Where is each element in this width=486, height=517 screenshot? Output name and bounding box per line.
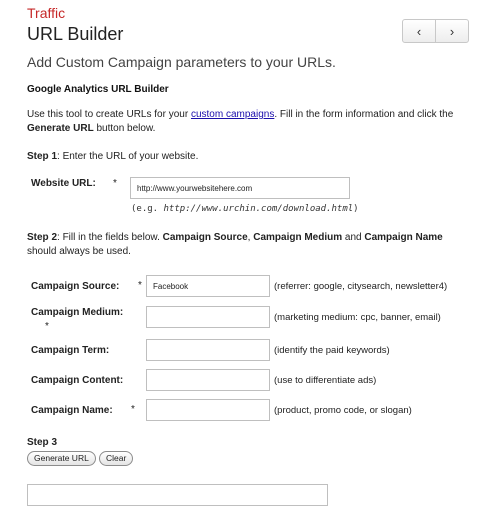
pager	[402, 19, 469, 43]
step2-medium-bold: Campaign Medium	[253, 232, 343, 243]
step2-name-bold: Campaign Name	[364, 232, 443, 243]
campaign-medium-label: Campaign Medium:	[31, 307, 124, 318]
intro-text	[27, 108, 472, 136]
tool-heading: Google Analytics URL Builder	[27, 84, 169, 95]
campaign-content-hint: (use to differentiate ads)	[274, 375, 377, 386]
chevron-left-icon[interactable]: ‹	[416, 23, 422, 39]
step2-heading	[27, 231, 472, 259]
website-url-input[interactable]	[130, 177, 350, 199]
website-url-example	[131, 204, 359, 214]
intro-before: Use this tool to create URLs for your	[27, 109, 191, 120]
step2-text-before: : Fill in the fields below.	[57, 232, 163, 243]
step1-text: : Enter the URL of your website.	[57, 151, 199, 162]
intro-middle: . Fill in the form information and click the	[274, 109, 454, 120]
step2-label: Step 2	[27, 232, 58, 243]
campaign-name-input[interactable]	[146, 399, 270, 421]
campaign-medium-required: *	[45, 321, 49, 332]
step1-label: Step 1	[27, 151, 58, 162]
campaign-medium-hint: (marketing medium: cpc, banner, email)	[274, 312, 441, 323]
campaign-source-label: Campaign Source:	[31, 281, 120, 292]
campaign-term-input[interactable]	[146, 339, 270, 361]
step3-label: Step 3	[27, 437, 58, 448]
campaign-medium-input[interactable]	[146, 306, 270, 328]
step3-heading	[27, 436, 57, 450]
campaign-term-label: Campaign Term:	[31, 345, 110, 356]
campaign-content-input[interactable]	[146, 369, 270, 391]
campaign-source-required: *	[138, 280, 142, 291]
generated-url-output[interactable]	[27, 484, 328, 506]
intro-after: button below.	[93, 123, 156, 134]
campaign-name-hint: (product, promo code, or slogan)	[274, 405, 412, 416]
website-url-label: Website URL:	[31, 178, 96, 189]
example-prefix: (e.g.	[131, 204, 164, 214]
website-url-required: *	[113, 178, 117, 189]
campaign-name-label: Campaign Name:	[31, 405, 113, 416]
page-subtitle: Add Custom Campaign parameters to your URLs.	[27, 54, 336, 70]
example-url: http://www.urchin.com/download.html	[163, 204, 354, 214]
step2-source-bold: Campaign Source	[162, 232, 248, 243]
intro-generate-bold: Generate URL	[27, 123, 94, 134]
clear-button[interactable]: Clear	[99, 451, 133, 466]
campaign-content-label: Campaign Content:	[31, 375, 124, 386]
page-title: URL Builder	[27, 24, 124, 44]
example-suffix: )	[353, 204, 359, 214]
campaign-name-required: *	[131, 404, 135, 415]
custom-campaigns-link[interactable]: custom campaigns	[190, 109, 275, 120]
campaign-source-hint: (referrer: google, citysearch, newsletter4)	[274, 281, 448, 292]
step2-and: and	[342, 232, 365, 243]
campaign-source-input[interactable]	[146, 275, 270, 297]
step2-comma: ,	[247, 232, 254, 243]
step1-heading	[27, 150, 198, 164]
generate-url-button[interactable]: Generate URL	[27, 451, 96, 466]
campaign-term-hint: (identify the paid keywords)	[274, 345, 390, 356]
step2-text-after: should always be used.	[27, 246, 131, 257]
category-label: Traffic	[27, 5, 66, 21]
chevron-right-icon[interactable]: ›	[435, 20, 468, 42]
